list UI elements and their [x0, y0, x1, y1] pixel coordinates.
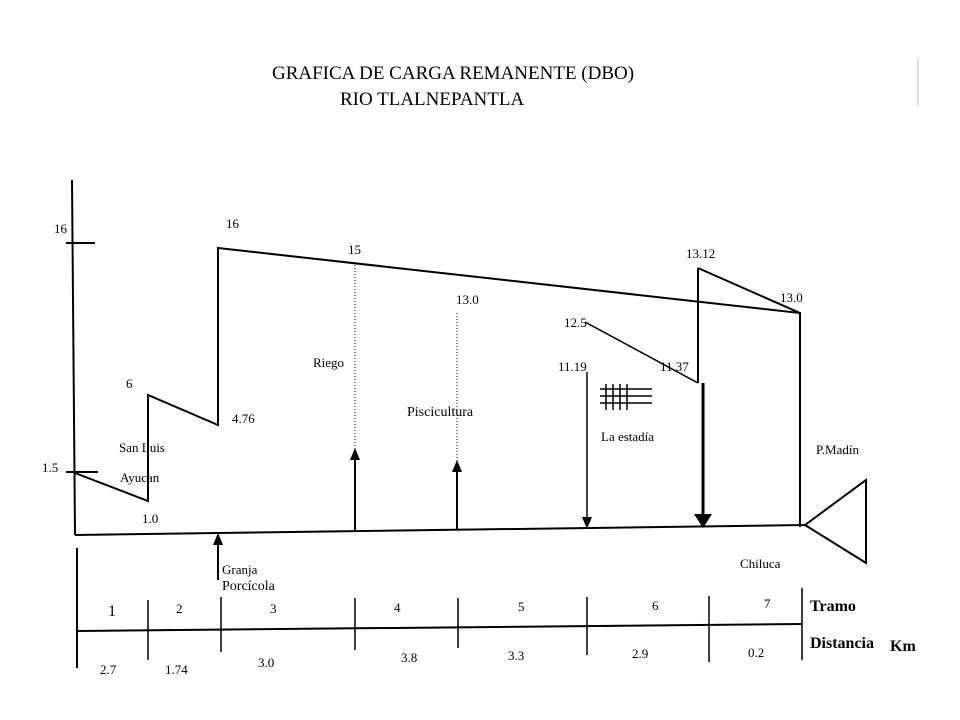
grid-symbol-icon	[600, 384, 652, 410]
value-6: 6	[126, 376, 133, 391]
arrow-riego-head	[350, 448, 360, 460]
baseline	[75, 525, 805, 535]
value-16: 16	[226, 216, 239, 231]
y-label-16: 16	[54, 221, 67, 236]
value-4-76: 4.76	[232, 411, 255, 426]
table-rule	[77, 624, 802, 631]
load-profile-line	[75, 248, 800, 527]
tramo-cell: 5	[518, 599, 525, 614]
tramo-row-label: Tramo	[810, 598, 856, 615]
value-15: 15	[348, 242, 361, 257]
label-chiluca: Chiluca	[740, 556, 781, 571]
label-p-madin: P.Madín	[816, 442, 859, 457]
arrow-piscicultura-head	[452, 460, 462, 472]
value-13-0-b: 13.0	[780, 290, 803, 305]
tramo-cell: 3	[270, 601, 277, 616]
distance-cell: 2.7	[100, 662, 117, 677]
label-la-estadia: La estadía	[601, 429, 655, 444]
label-san-luis: San Luis	[119, 440, 165, 455]
value-13-12: 13.12	[686, 246, 716, 261]
tramo-cell: 7	[764, 596, 771, 611]
y-label-1-5: 1.5	[42, 460, 59, 475]
distance-unit: Km	[890, 638, 916, 655]
value-11-37: 11.37	[660, 359, 689, 374]
distance-cell: 1.74	[165, 662, 188, 677]
distance-cell: 2.9	[632, 646, 649, 661]
tramo-cell: 2	[176, 601, 183, 616]
value-1-0: 1.0	[142, 511, 159, 526]
value-12-5: 12.5	[564, 315, 587, 330]
value-11-19: 11.19	[558, 359, 587, 374]
label-riego: Riego	[313, 355, 345, 370]
label-porcicola: Porcícola	[222, 579, 275, 594]
label-ayucan: Ayucan	[120, 470, 160, 485]
y-axis	[72, 180, 75, 535]
label-piscicultura: Piscicultura	[407, 405, 474, 420]
tramo-cell: 4	[394, 600, 401, 615]
distance-cell: 3.8	[401, 650, 418, 665]
dam-triangle-icon	[805, 480, 866, 563]
distance-cell: 0.2	[748, 645, 765, 660]
diagram-title: GRAFICA DE CARGA REMANENTE (DBO)	[272, 63, 635, 84]
distance-cell: 3.3	[508, 648, 525, 663]
label-granja: Granja	[222, 562, 258, 577]
diagram-subtitle: RIO TLALNEPANTLA	[340, 89, 525, 110]
distancia-row-label: Distancia	[810, 635, 874, 652]
arrow-granja-head	[213, 533, 223, 545]
value-13-0-a: 13.0	[456, 292, 479, 307]
distance-cell: 3.0	[258, 655, 275, 670]
tramo-cell: 6	[652, 598, 659, 613]
tramo-cell: 1	[108, 603, 116, 620]
